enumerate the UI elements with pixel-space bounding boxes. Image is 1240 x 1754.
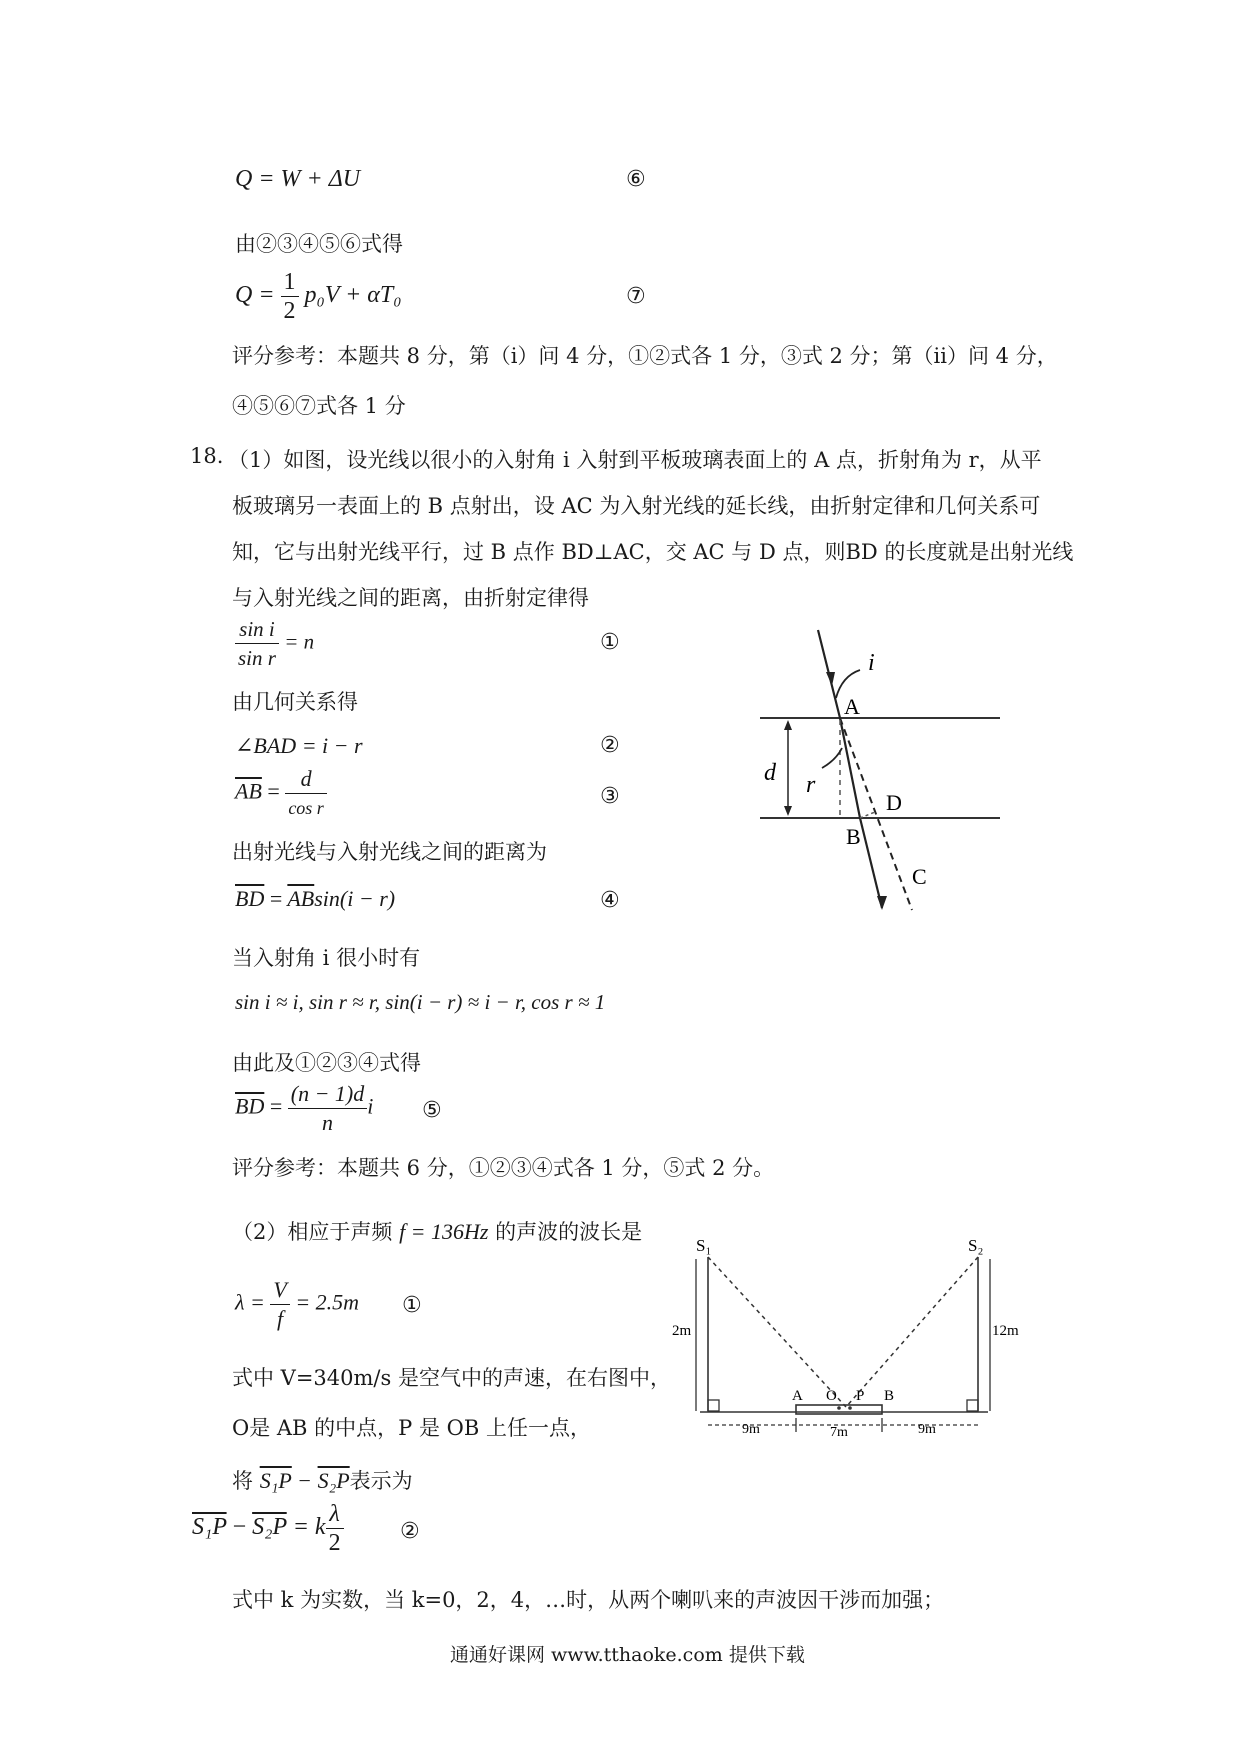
eq5-lhs: $\overline{BD}$ <box>235 1093 265 1119</box>
tag-18-5: ⑤ <box>422 1098 442 1123</box>
midpoint-note: O是 AB 的中点，P 是 OB 上任一点， <box>232 1416 591 1440</box>
approximations: sin i ≈ i, sin r ≈ r, sin(i − r) ≈ i − r, cos r ≈ 1 <box>235 990 606 1014</box>
eq2-num: λ <box>326 1500 344 1529</box>
thus-note: 由此及①②③④式得 <box>232 1051 421 1075</box>
label-w2: 7m <box>830 1425 848 1440</box>
eq5-fraction <box>288 1080 368 1137</box>
tag-18-2: ② <box>600 733 620 758</box>
score-17-line1: 评分参考：本题共 8 分，第（i）问 4 分，①②式各 1 分，③式 2 分；第（ii）问 4 分， <box>232 344 1058 368</box>
intro-line-2: 板玻璃另一表面上的 B 点射出，设 AC 为入射光线的延长线，由折射定律和几何关系可 <box>232 494 1041 518</box>
express-minus: − <box>298 1468 311 1493</box>
s2-to-p <box>846 1257 978 1407</box>
eq5-num: (n − 1)d <box>288 1080 368 1109</box>
eq7-den: 2 <box>283 298 296 324</box>
score-17-line2: ④⑤⑥⑦式各 1 分 <box>232 394 406 418</box>
label-c: C <box>912 864 927 889</box>
intro-line-3: 知，它与出射光线平行，过 B 点作 BD⊥AC，交 AC 与 D 点，则BD 的长度就是出射光线 <box>232 540 1074 564</box>
eq3-lhs: $\overline{AB}$ <box>235 778 262 804</box>
equation-wavelength <box>235 1276 359 1333</box>
eq2-s1p: S₁P <box>192 1514 227 1541</box>
snell-num: sin i <box>235 615 279 644</box>
equation-path-diff <box>192 1500 344 1557</box>
tag-part2-1: ① <box>402 1293 422 1318</box>
eq5-eq: = <box>269 1093 283 1119</box>
right-angle-left <box>708 1400 719 1411</box>
equation-result <box>235 1080 373 1137</box>
small-angle-note: 当入射角 i 很小时有 <box>232 946 421 970</box>
snell-rhs: = n <box>284 629 315 654</box>
part2-intro <box>232 1216 642 1246</box>
eq7-rest: p₀V + αT₀ <box>304 282 402 309</box>
equation-bd <box>235 886 395 912</box>
point-p <box>848 1406 852 1410</box>
d-arrow-bottom <box>784 806 792 816</box>
angle-r-arc <box>822 748 842 768</box>
tag-18-1: ① <box>600 630 620 655</box>
label-i: i <box>868 650 875 676</box>
eq3-fraction <box>285 765 327 822</box>
emergent-ray <box>860 818 882 908</box>
equation-snell <box>235 615 314 672</box>
part2-freq: f = 136Hz <box>399 1219 489 1244</box>
part2-intro-pre: （2）相应于声频 <box>232 1220 393 1244</box>
eq7-lhs: Q = <box>235 282 275 309</box>
lam-fraction <box>270 1276 289 1333</box>
intro-line-1: （1）如图，设光线以很小的入射角 i 入射到平板玻璃表面上的 A 点，折射角为 r，从平 <box>228 448 1042 472</box>
problem-number-18: 18. <box>190 444 224 468</box>
tag-7: ⑦ <box>626 284 646 309</box>
eq5-den: n <box>322 1110 333 1135</box>
label-p: P <box>856 1388 865 1404</box>
distance-note: 出射光线与入射光线之间的距离为 <box>232 840 547 864</box>
eq2-s2p: S₂P <box>252 1514 287 1541</box>
label-d: d <box>764 760 776 786</box>
lam-rhs: = 2.5m <box>295 1289 360 1315</box>
tag-18-4: ④ <box>600 888 620 913</box>
part2-intro-post: 的声波的波长是 <box>495 1220 643 1244</box>
eq7-fraction <box>281 268 299 325</box>
eq7-num: 1 <box>281 268 299 297</box>
speed-note: 式中 V=340m/s 是空气中的声速，在右图中， <box>232 1366 671 1390</box>
eq2-eq: = k <box>292 1514 326 1541</box>
equation-ab <box>235 765 327 822</box>
label-s2: S₂ <box>968 1236 984 1255</box>
point-o <box>837 1406 841 1410</box>
label-h2: 12m <box>992 1323 1019 1339</box>
refraction-diagram <box>750 620 1010 930</box>
eq3-den: cos r <box>288 798 324 818</box>
label-b: B <box>846 824 861 849</box>
eq3-eq: = <box>267 778 280 804</box>
label-a2: A <box>792 1388 803 1404</box>
express-s2p: S₂P <box>317 1468 350 1493</box>
label-d-point: D <box>886 790 902 815</box>
lam-num: V <box>270 1276 289 1305</box>
label-w3: 9m <box>918 1422 936 1437</box>
lam-den: f <box>277 1306 284 1331</box>
eq4-rest: sin(i − r) <box>314 886 396 911</box>
tag-6: ⑥ <box>626 167 646 192</box>
express-post: 表示为 <box>349 1469 413 1493</box>
eq2-fraction <box>326 1500 344 1557</box>
derive-note: 由②③④⑤⑥式得 <box>235 232 403 256</box>
geometry-note: 由几何关系得 <box>232 690 358 714</box>
eq2-minus: − <box>232 1514 247 1541</box>
eq4-eq: = <box>269 886 283 911</box>
tag-18-3: ③ <box>600 784 620 809</box>
s1-to-p <box>708 1257 846 1407</box>
snell-fraction <box>235 615 279 672</box>
equation-7 <box>235 268 402 325</box>
refracted-ray <box>840 718 860 818</box>
label-a: A <box>844 694 860 719</box>
emergent-arrow <box>877 896 887 910</box>
label-b2: B <box>884 1388 895 1404</box>
d-arrow-top <box>784 720 792 730</box>
right-angle-right <box>967 1400 978 1411</box>
label-w1: 9m <box>742 1422 760 1437</box>
footer-credit: 通通好课网 www.tthaoke.com 提供下载 <box>450 1644 805 1666</box>
label-o: O <box>826 1388 837 1404</box>
express-line <box>232 1465 413 1495</box>
express-s1p: S₁P <box>259 1468 292 1493</box>
express-pre: 将 <box>232 1469 253 1493</box>
eq4-ab: $\overline{AB}$ <box>287 886 315 911</box>
snell-den: sin r <box>238 646 276 670</box>
tag-part2-2: ② <box>400 1519 420 1544</box>
equation-6: Q = W + ΔU <box>235 166 361 192</box>
equation-angle: ∠BAD = i − r <box>235 733 363 758</box>
eq2-den: 2 <box>328 1530 341 1556</box>
label-h1: 2m <box>672 1323 692 1339</box>
eq4-lhs: $\overline{BD}$ <box>235 886 265 911</box>
label-s1: S₁ <box>696 1236 712 1255</box>
intro-line-4: 与入射光线之间的距离，由折射定律得 <box>232 586 589 610</box>
k-note: 式中 k 为实数，当 k=0，2，4，…时，从两个喇叭来的声波因干涉而加强； <box>232 1588 945 1612</box>
speakers-diagram <box>670 1235 1030 1440</box>
eq3-num: d <box>285 765 327 794</box>
label-r: r <box>806 772 816 798</box>
score-18-1: 评分参考：本题共 6 分，①②③④式各 1 分，⑤式 2 分。 <box>232 1156 775 1180</box>
eq5-i: i <box>367 1093 374 1119</box>
lam-lhs: λ = <box>235 1289 265 1315</box>
